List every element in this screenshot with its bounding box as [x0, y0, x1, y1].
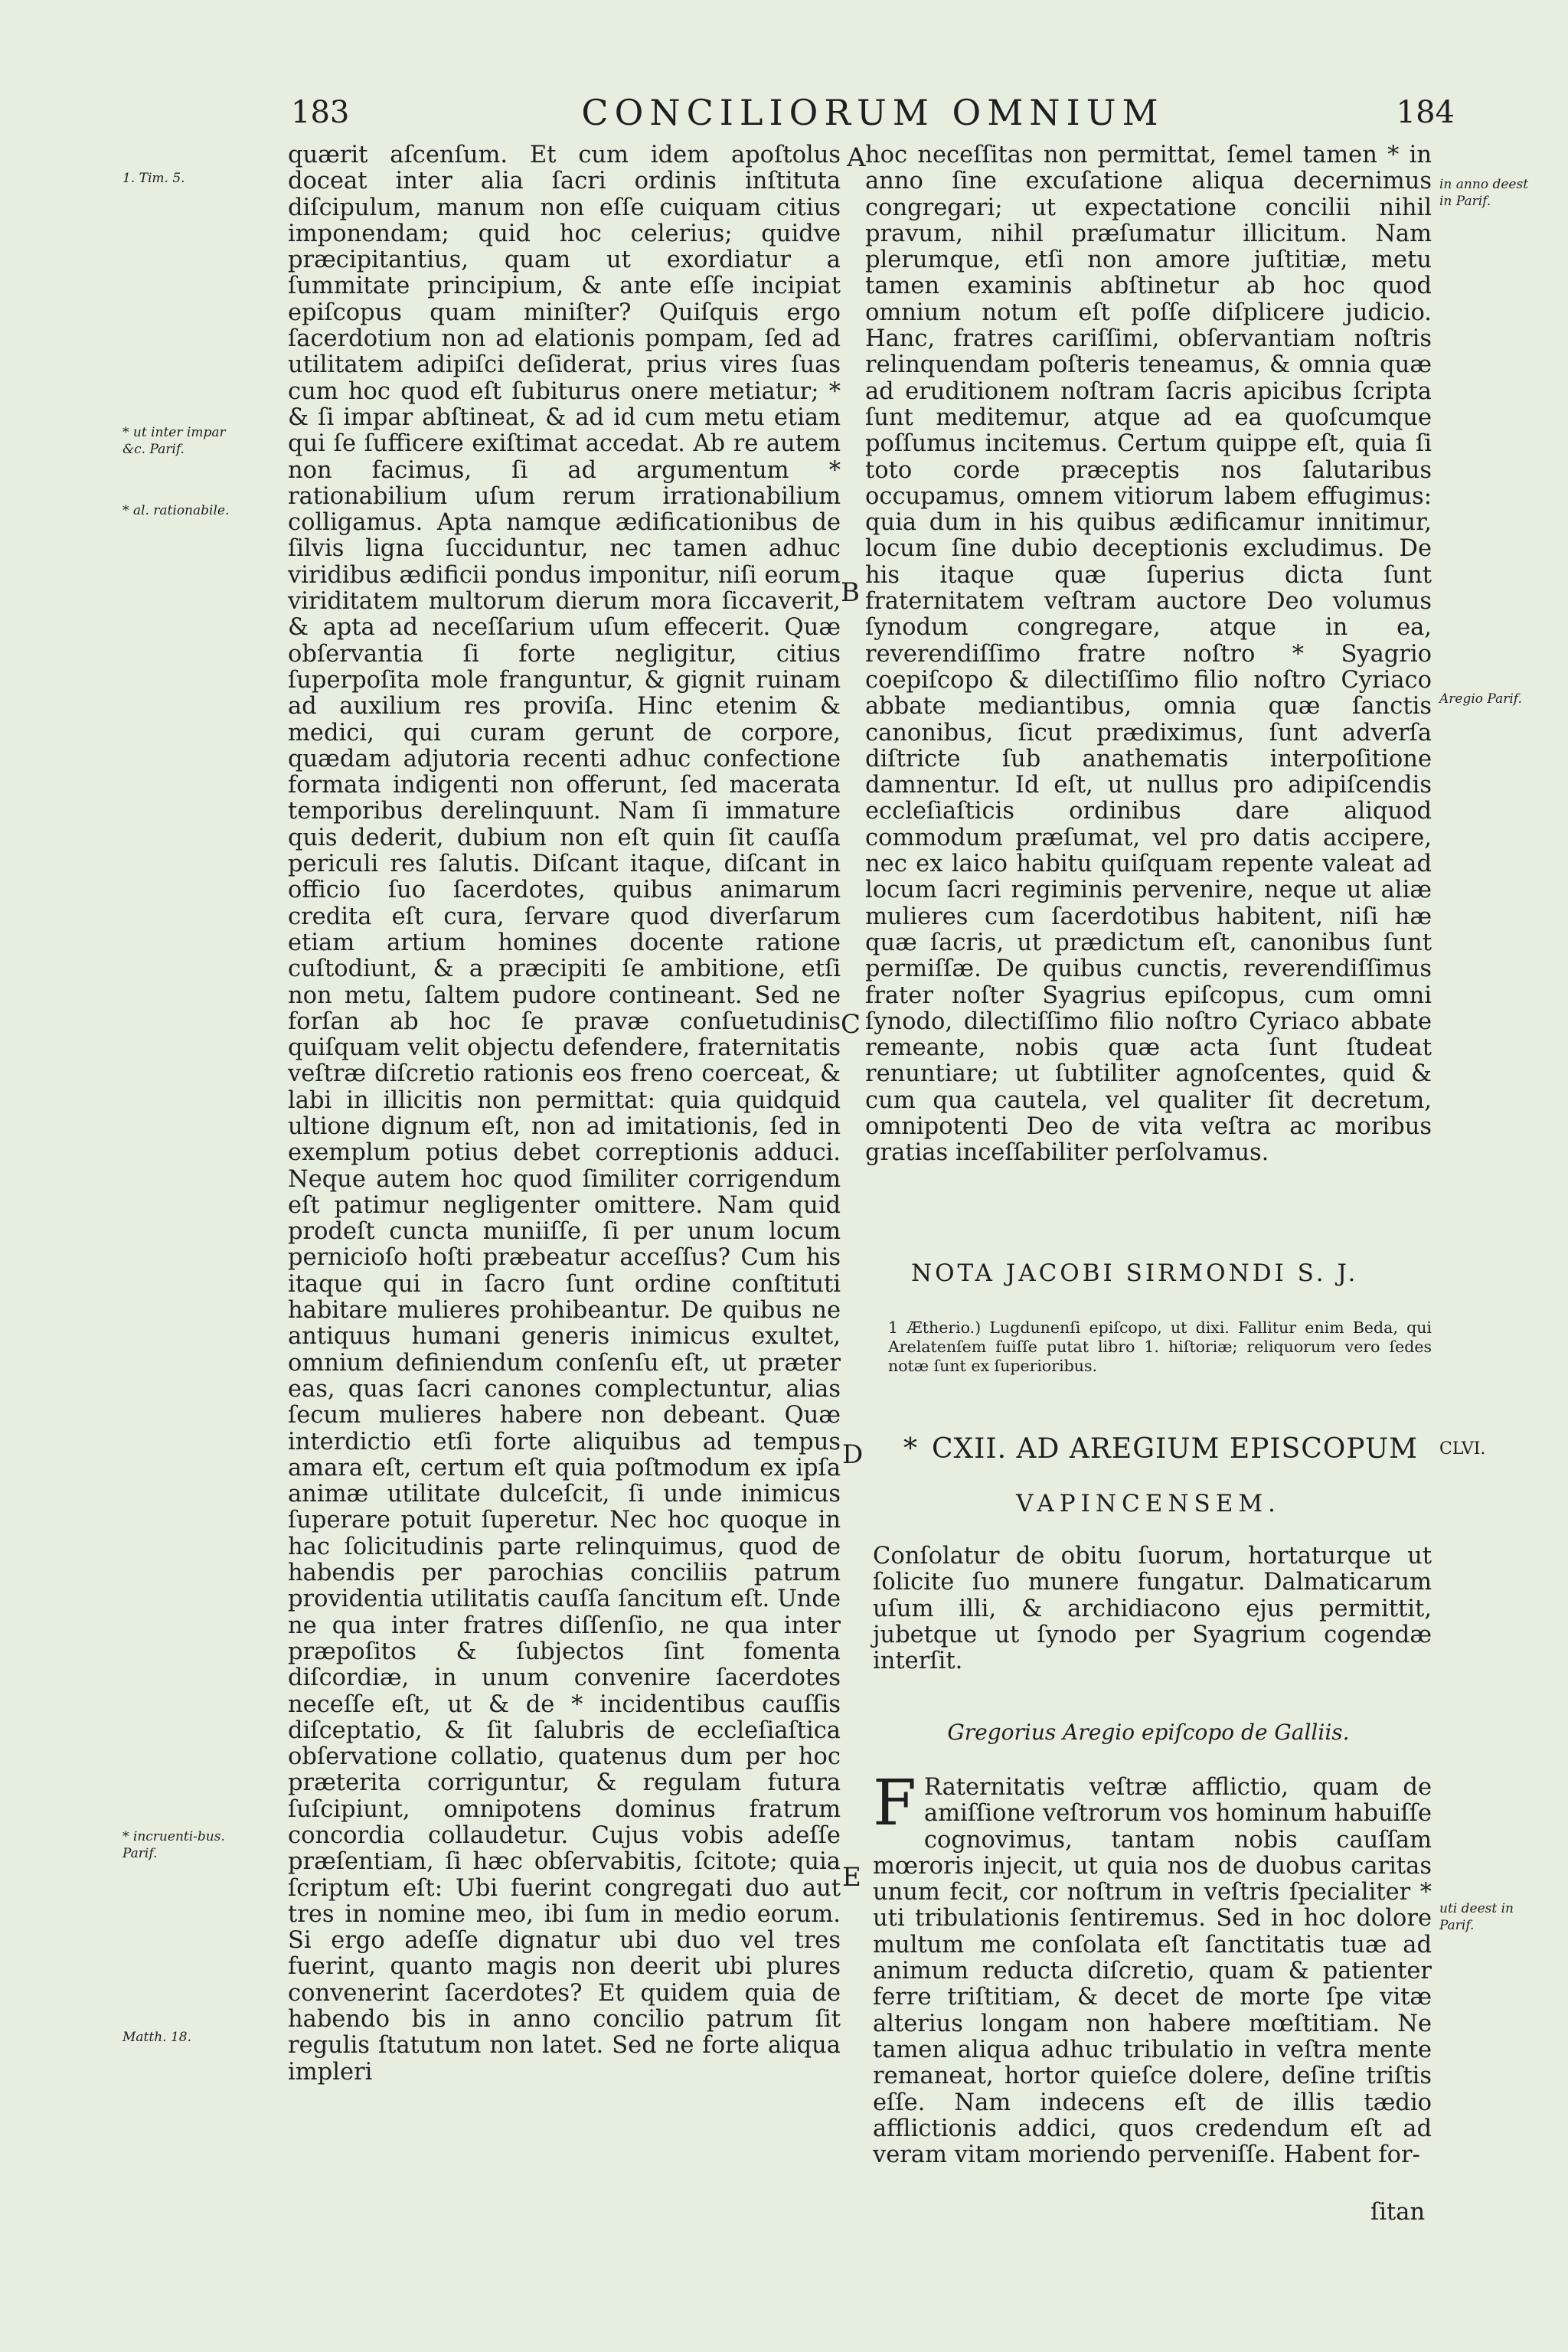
margin-note: Aregio Parif. — [1439, 691, 1522, 707]
margin-note: * al. rationabile. — [122, 503, 230, 518]
column-letter: C — [841, 1009, 861, 1040]
margin-note: uti deest in Parif. — [1439, 1901, 1514, 1933]
nota-heading: NOTA JACOBI SIRMONDI S. J. — [911, 1259, 1359, 1287]
section-title-text: CXII. AD AREGIUM EPISCOPUM — [932, 1433, 1419, 1465]
column-letter: D — [842, 1439, 864, 1470]
margin-note: Matth. 18. — [122, 2030, 191, 2045]
letter-addressee: Gregorius Aregio epiſcopo de Galliis. — [947, 1720, 1350, 1745]
drop-cap: F — [873, 1767, 916, 1840]
left-column-text — [288, 142, 841, 2086]
letter-body-text: Raternitatis veſtræ afflictio, quam de amiſſione veſtrorum vos hominum habuiſſe cognovimus, tantam nobis cauſſam mœroris injecit, ut quia nos de duobus caritas unum fecit, cor noſtrum in veſtris ſpecialiter * uti tribulationis ſentiremus. Sed in hoc dolore multum me conſolata eſt ſanctitatis tuæ ad animum reducta diſcretio, quam & patienter ferre triſtitiam, & decet de morte ſpe vitæ alterius longam non habere mœſtitiam. Ne tamen aliqua adhuc tribulatio in veſtra mente remaneat, hortor quieſce dolere, deſine triſtis eſſe. Nam indecens eſt de illis tædio afflictionis addici, quos credendum eſt ad veram vitam moriendo perveniſſe. Habent for- — [873, 1774, 1432, 2169]
catchword: ſitan — [1370, 2199, 1426, 2226]
column-letter: B — [841, 577, 860, 608]
section-subtitle: VAPINCENSEM. — [1016, 1490, 1281, 1517]
margin-note: CLVI. — [1439, 1439, 1486, 1459]
running-title: CONCILIORUM OMNIUM — [581, 92, 1165, 133]
letter-body — [873, 1767, 1432, 2169]
section-asterisk: * — [903, 1433, 918, 1465]
page-number-left: 183 — [291, 95, 350, 130]
section-title — [903, 1433, 1485, 1465]
column-letter: E — [842, 1862, 861, 1893]
margin-note: * incruenti-bus. Parif. — [122, 1829, 225, 1861]
page-header — [291, 92, 1455, 138]
column-letter: A — [847, 142, 866, 173]
right-column-paragraph: hoc neceſſitas non permittat, ſemel tamen * in anno ſine excuſatione aliqua decernimus congregari; ut expectatione concilii nihil pravum, nihil præſumatur illicitum. Nam plerumque, etſi non amore juſtitiæ, metu tamen examinis abſtinetur ab hoc quod omnium notum eſt poſſe diſplicere judicio. Hanc, fratres cariſſimi, obſervantiam noſtris relinquendam poſteris teneamus, & omnia quæ ad eruditionem noſtram ſacris apicibus ſcripta ſunt meditemur, atque ad ea quoſcumque poſſumus incitemus. Certum quippe eſt, quia ſi toto corde præceptis nos ſalutaribus occupamus, omnem vitiorum labem effugimus: quia dum in his quibus ædificamur innitimur, locum ſine dubio deceptionis excludimus. De his itaque quæ ſuperius dicta ſunt fraternitatem veſtram auctore Deo volumus ſynodum congregare, atque in ea, reverendiſſimo fratre noſtro * Syagrio coepiſcopo & dilectiſſimo filio noſtro Cyriaco abbate mediantibus, omnia quæ ſanctis canonibus, ſicut prædiximus, ſunt adverſa diſtricte ſub anathematis interpoſitione damnentur. Id eſt, ut nullus pro adipiſcendis eccleſiaſticis ordinibus dare aliquod commodum præſumat, vel pro datis accipere, nec ex laico habitu quiſquam repente valeat ad locum ſacri regiminis pervenire, neque ut aliæ mulieres cum ſacerdotibus habitent, niſi hæ quæ ſacris, ut prædictum eſt, canonibus ſunt permiſſæ. De quibus cunctis, reverendiſſimus frater noſter Syagrius epiſcopus, cum omni ſynodo, dilectiſſimo filio noſtro Cyriaco abbate remeante, nobis quæ acta ſunt ſtudeat renuntiare; ut ſubtiliter agnoſcentes, quid & cum qua cautela, vel qualiter ſit decretum, omnipotenti Deo de vita veſtra ac moribus gratias inceſſabiliter perſolvamus. — [865, 142, 1432, 1167]
page-number-right: 184 — [1396, 95, 1455, 130]
margin-note: in anno deest in Parif. — [1439, 177, 1529, 209]
section-summary: Conſolatur de obitu ſuorum, hortaturque ut ſolicite ſuo munere fungatur. Dalmaticarum uſum illi, & archidiacono ejus permittit, jubetque ut ſynodo per Syagrium cogendæ interſit. — [873, 1543, 1432, 1675]
left-column-paragraph: quærit aſcenſum. Et cum idem apoſtolus doceat inter alia ſacri ordinis inſtituta diſcipulum, manum non eſſe cuiquam citius imponendam; quid hoc celerius; quidve præcipitantius, quam ut exordiatur a ſummitate principium, & ante eſſe incipiat epiſcopus quam miniſter? Quiſquis ergo ſacerdotium non ad elationis pompam, ſed ad utilitatem adipiſci deſiderat, prius vires ſuas cum hoc quod eſt ſubiturus onere metiatur; * & ſi impar abſtineat, & ad id cum metu etiam qui ſe ſufficere exiſtimat accedat. Ab re autem non facimus, ſi ad argumentum * rationabilium uſum rerum irrationabilium colligamus. Apta namque ædificationibus de ſilvis ligna ſucciduntur, nec tamen adhuc viridibus ædificii pondus imponitur, niſi eorum viriditatem multorum dierum mora ſiccaverit, & apta ad neceſſarium uſum effecerit. Quæ obſervantia ſi forte negligitur, citius ſuperpoſita mole franguntur, & gignit ruinam ad auxilium res proviſa. Hinc etenim & medici, qui curam gerunt de corpore, quædam adjutoria recenti adhuc confectione formata indigenti non offerunt, ſed macerata temporibus derelinquunt. Nam ſi immature quis dederit, dubium non eſt quin ſit cauſſa periculi res ſalutis. Diſcant itaque, diſcant in officio ſuo ſacerdotes, quibus animarum credita eſt cura, ſervare quod diverſarum etiam artium homines docente ratione cuſtodiunt, & a præcipiti ſe ambitione, etſi non metu, ſaltem pudore contineant. Sed ne forſan ab hoc ſe pravæ conſuetudinis quiſquam velit objectu defendere, fraternitatis veſtræ diſcretio rationis eos freno coerceat, & labi in illicitis non permittat: quia quidquid ultione dignum eſt, non ad imitationis, ſed in exemplum potius debet correptionis adduci. Neque autem hoc quod ſimiliter corrigendum eſt patimur negligenter omittere. Nam quid prodeſt cuncta muniiſſe, ſi per unum locum pernicioſo hoſti præbeatur acceſſus? Cum his itaque qui in ſacro ſunt ordine conſtituti habitare mulieres prohibeantur. De quibus ne antiquus humani generis inimicus exultet, omnium definiendum conſenſu eſt, ut præter eas, quas ſacri canones complectuntur, alias ſecum mulieres habere non debeant. Quæ interdictio etſi forte aliquibus ad tempus amara eſt, certum eſt quia poſtmodum ex ipſa animæ utilitate dulceſcit, ſi unde inimicus ſuperare potuit ſuperetur. Nec hoc quoque in hac ſolicitudinis parte relinquimus, quod de habendis per parochias conciliis patrum providentia utilitatis cauſſa ſancitum eſt. Unde ne qua inter fratres diſſenſio, ne qua inter præpoſitos & ſubjectos ſint fomenta diſcordiæ, in unum convenire ſacerdotes neceſſe eſt, ut & de * incidentibus cauſſis diſceptatio, & ſit ſalubris de eccleſiaſtica obſervatione collatio, quatenus dum per hoc præterita corriguntur, & regulam futura ſuſcipiunt, omnipotens dominus fratrum concordia collaudetur. Cujus vobis adeſſe præſentiam, ſi hæc obſervabitis, ſcitote; quia ſcriptum eſt: Ubi fuerint congregati duo aut tres in nomine meo, ibi ſum in medio eorum. Si ergo adeſſe dignatur ubi duo vel tres fuerint, quanto magis non deerit ubi plures convenerint ſacerdotes? Et quidem quia de habendo bis in anno concilio patrum ſit regulis ſtatutum non latet. Sed ne forte aliqua impleri — [288, 142, 841, 2086]
margin-note: * ut inter impar &c. Parif. — [122, 425, 226, 457]
right-column-text — [865, 142, 1432, 1167]
margin-note: 1. Tim. 5. — [122, 171, 185, 186]
nota-text: 1 Ætherio.) Lugdunenſi epiſcopo, ut dixi. Fallitur enim Beda, qui Arelatenſem fuiſſe putat libro 1. hiſtoriæ; reliquorum vero ſedes notæ ſunt ex ſuperioribus. — [888, 1318, 1432, 1375]
